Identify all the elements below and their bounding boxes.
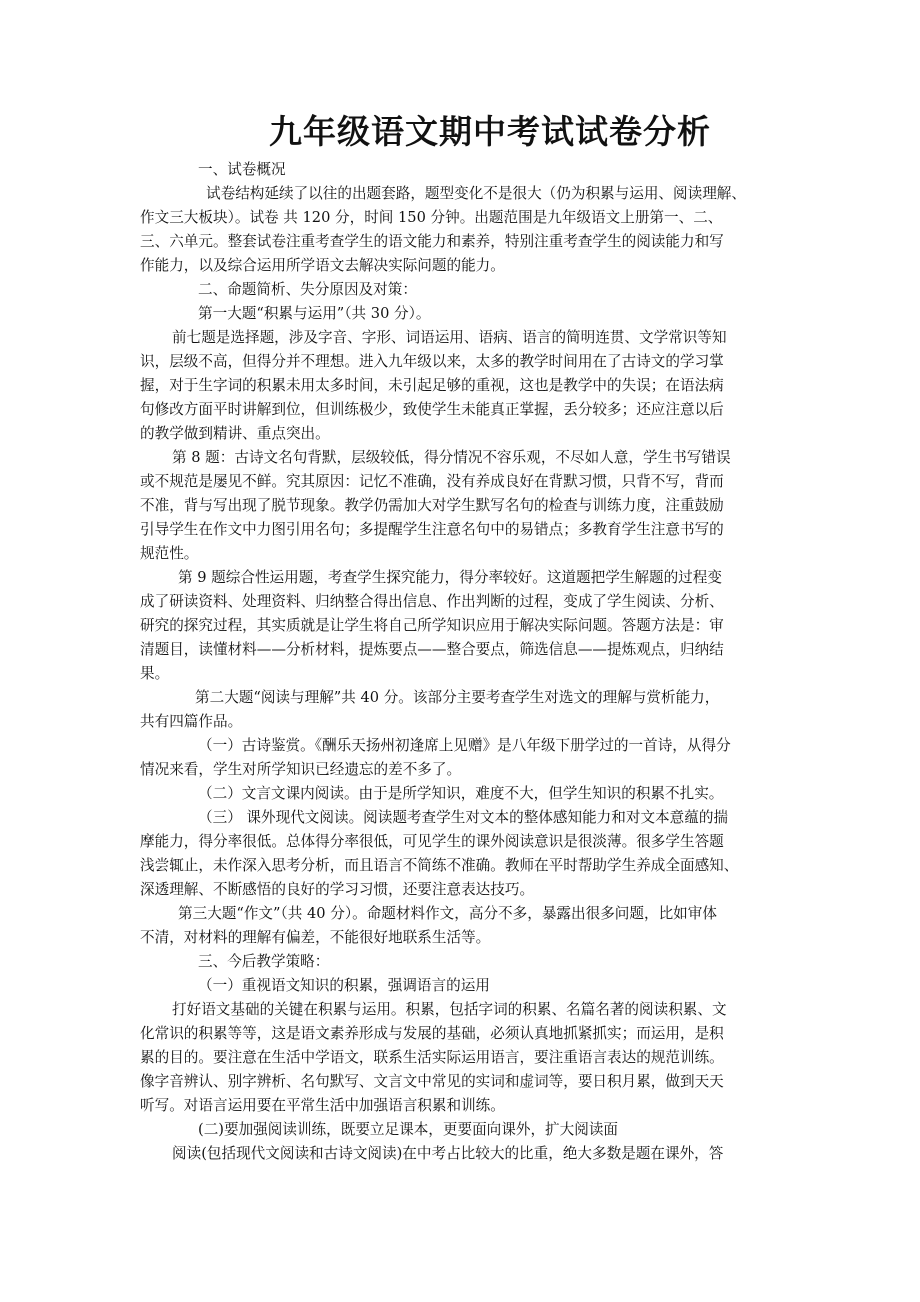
- subheading-part-1: [140, 302, 782, 326]
- text-line: 阅读(包括现代文阅读和古诗文阅读)在中考占比较大的比重，绝大多数是题在课外，答: [172, 1145, 724, 1162]
- section-heading-2: [140, 278, 782, 302]
- text-line: 第一大题“积累与运用”（共 30 分）。: [198, 305, 431, 322]
- document-title: 九年级语文期中考试试卷分析: [269, 112, 711, 151]
- text-line: 研究的探究过程，其实质就是让学生将自己所学知识应用于解决实际问题。答题方法是：审: [140, 617, 724, 634]
- document-body: [140, 158, 782, 1166]
- text-line: 引导学生在作文中力图引用名句；多提醒学生注意名句中的易错点；多教育学生注意书写的: [140, 521, 724, 538]
- text-line: 一、试卷概况: [198, 161, 286, 178]
- text-line: 第三大题“作文”（共 40 分）。命题材料作文，高分不多，暴露出很多问题，比如审体: [178, 905, 717, 922]
- text-line: 三、六单元。整套试卷注重考查学生的语文能力和素养，特别注重考查学生的阅读能力和写: [140, 233, 724, 250]
- paragraph-strategy-2: [140, 1142, 782, 1166]
- text-line: 第二大题“阅读与理解”共 40 分。该部分主要考查学生对选文的理解与赏析能力，: [195, 689, 720, 706]
- text-line: 作能力，以及综合运用所学语文去解决实际问题的能力。: [140, 257, 505, 274]
- text-line: （一）重视语文知识的积累，强调语言的运用: [198, 977, 490, 994]
- text-line: 作文三大板块）。试卷 共 120 分，时间 150 分钟。出题范围是九年级语文上册第一、二、: [140, 209, 723, 226]
- paragraph-part-2: [140, 686, 782, 734]
- text-line: 累的目的。要注意在生活中学语文，联系生活实际运用语言，要注重语言表达的规范训练。: [140, 1049, 724, 1066]
- paragraph-questions-1-7: [140, 326, 782, 446]
- text-line: 共有四篇作品。: [140, 713, 243, 730]
- text-line: 二、命题简析、失分原因及对策：: [198, 281, 417, 298]
- text-line: 不准，背与写出现了脱节现象。教学仍需加大对学生默写名句的检查与训练力度，注重鼓励: [140, 497, 724, 514]
- text-line: 或不规范是屡见不鲜。究其原因：记忆不准确，没有养成良好在背默习惯，只背不写，背而: [140, 473, 724, 490]
- text-line: 化常识的积累等等，这是语文素养形成与发展的基础，必须认真地抓紧抓实；而运用，是积: [140, 1025, 724, 1042]
- text-line: 摩能力，得分率很低。总体得分率很低，可见学生的课外阅读意识是很淡薄。很多学生答题: [140, 833, 724, 850]
- text-line: （一）古诗鉴赏。《酬乐天扬州初逢席上见赠》是八年级下册学过的一首诗，从得分: [198, 737, 731, 754]
- text-line: 打好语文基础的关键在积累与运用。积累，包括字词的积累、名篇名著的阅读积累、文: [172, 1001, 727, 1018]
- text-line: 不清，对材料的理解有偏差，不能很好地联系生活等。: [140, 929, 491, 946]
- text-line: 第 9 题综合性运用题，考查学生探究能力，得分率较好。这道题把学生解题的过程变: [178, 569, 722, 586]
- paragraph-modern: [140, 806, 782, 902]
- text-line: 识，层级不高，但得分并不理想。进入九年级以来，太多的教学时间用在了古诗文的学习掌: [140, 353, 724, 370]
- text-line: 规范性。: [140, 545, 199, 562]
- paragraph-poem: [140, 734, 782, 782]
- paragraph-question-8: [140, 446, 782, 566]
- text-line: 的教学做到精讲、重点突出。: [140, 425, 330, 442]
- text-line: 果。: [140, 665, 170, 682]
- text-line: (二)要加强阅读训练，既要立足课本，更要面向课外，扩大阅读面: [198, 1121, 619, 1138]
- paragraph-overview: [140, 182, 782, 278]
- text-line: （三） 课外现代文阅读。阅读题考查学生对文本的整体感知能力和对文本意蕴的揣: [198, 809, 729, 826]
- text-line: 成了研读资料、处理资料、归纳整合得出信息、作出判断的过程，变成了学生阅读、分析、: [140, 593, 724, 610]
- text-line: 浅尝辄止，未作深入思考分析，而且语言不简练不准确。教师在平时帮助学生养成全面感知、: [140, 857, 739, 874]
- subheading-strategy-1: [140, 974, 782, 998]
- subheading-strategy-2: [140, 1118, 782, 1142]
- text-line: 听写。对语言运用要在平常生活中加强语言积累和训练。: [140, 1097, 505, 1114]
- text-line: 握，对于生字词的积累未用太多时间，未引起足够的重视，这也是教学中的失误；在语法病: [140, 377, 724, 394]
- text-line: 句修改方面平时讲解到位，但训练极少，致使学生未能真正掌握，丢分较多；还应注意以后: [140, 401, 724, 418]
- text-line: 深透理解、不断感悟的良好的学习习惯，还要注意表达技巧。: [140, 881, 535, 898]
- text-line: 试卷结构延续了以往的出题套路，题型变化不是很大（仍为积累与运用、阅读理解、: [206, 185, 746, 202]
- text-line: 清题目，读懂材料——分析材料，提炼要点——整合要点，筛选信息——提炼观点，归纳结: [140, 641, 724, 658]
- paragraph-question-9: [140, 566, 782, 686]
- text-line: 前七题是选择题，涉及字音、字形、词语运用、语病、语言的简明连贯、文学常识等知: [172, 329, 727, 346]
- section-heading-1: [140, 158, 782, 182]
- paragraph-classical: [140, 782, 782, 806]
- paragraph-part-3: [140, 902, 782, 950]
- section-heading-3: [140, 950, 782, 974]
- text-line: （二）文言文课内阅读。由于是所学知识，难度不大，但学生知识的积累不扎实。: [198, 785, 724, 802]
- text-line: 三、今后教学策略：: [198, 953, 330, 970]
- text-line: 第 8 题：古诗文名句背默，层级较低，得分情况不容乐观，不尽如人意，学生书写错误: [172, 449, 731, 466]
- text-line: 像字音辨认、别字辨析、名句默写、文言文中常见的实词和虚词等，要日积月累，做到天天: [140, 1073, 724, 1090]
- paragraph-strategy-1: [140, 998, 782, 1118]
- text-line: 情况来看，学生对所学知识已经遗忘的差不多了。: [140, 761, 462, 778]
